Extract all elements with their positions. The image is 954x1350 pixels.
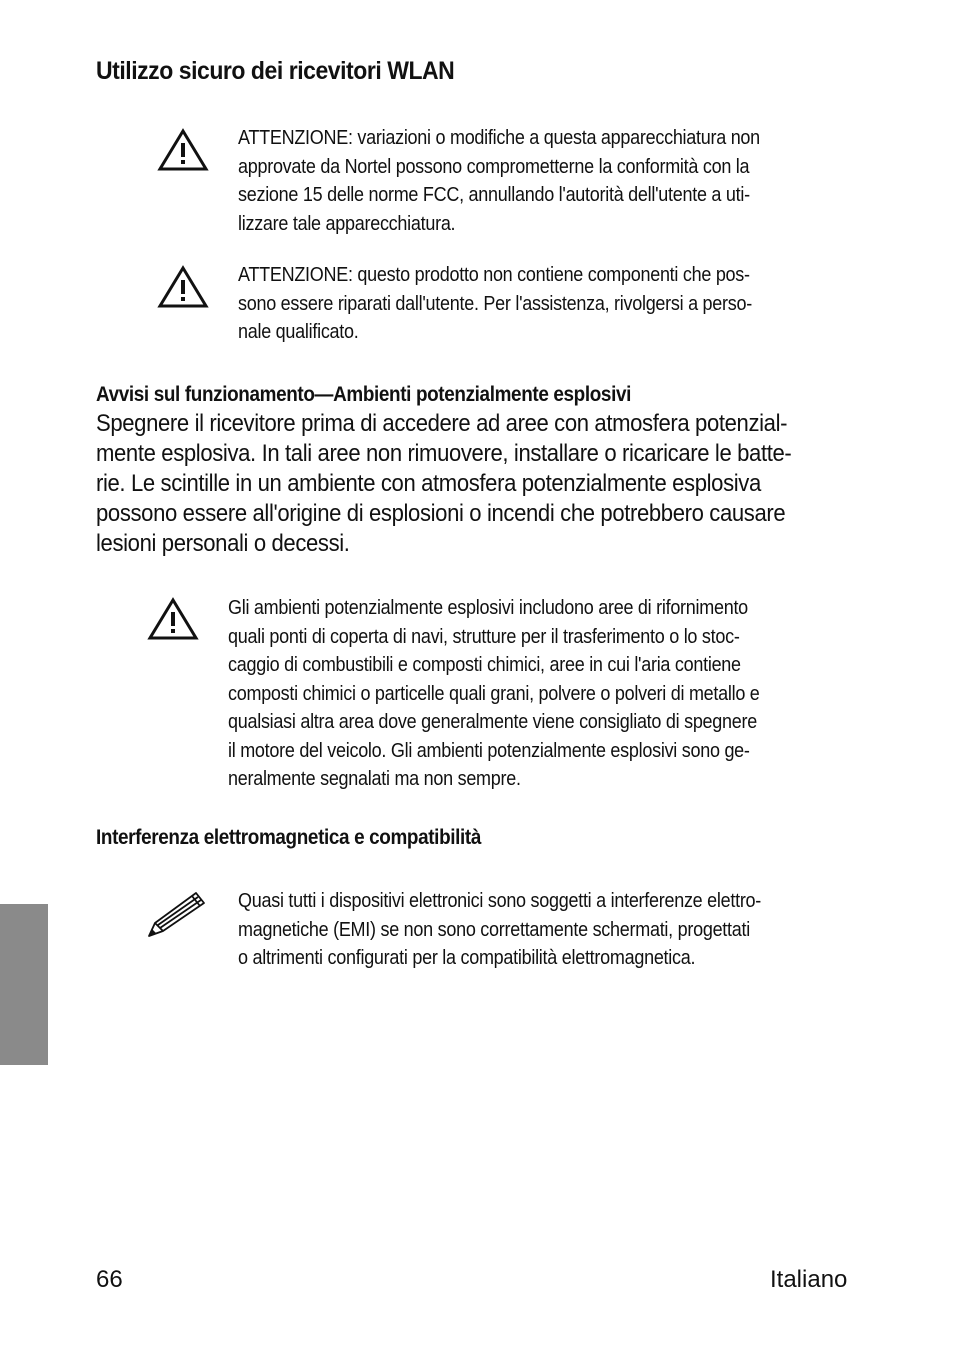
warning-triangle-icon [147, 597, 199, 641]
page-title: Utilizzo sicuro dei ricevitori WLAN [96, 57, 455, 85]
caution-text-1: ATTENZIONE: variazioni o modifiche a questa apparecchiatura non approvate da Nortel possono comprometterne la conformità con la sezione 15 delle norme FCC, annullando l'autorità dell'utente a uti- lizzare tale apparecchiatura. [238, 127, 760, 235]
section-heading-emi: Interferenza elettromagnetica e compatibilità [96, 826, 482, 849]
section-paragraph-explosive: Spegnere il ricevitore prima di accedere ad aree con atmosfera potenzial- mente esplosiva. In tali aree non rimuovere, installare o ricaricare le batte- rie. Le scintille in un ambiente con atmosfera potenzialmente esplosiva possono essere all'origine di esplosioni o incendi che potrebbero causare lesioni personali o decessi. [96, 410, 792, 557]
pencil-icon [146, 887, 208, 939]
side-tab-marker [0, 904, 48, 1065]
caution-text-3: Gli ambienti potenzialmente esplosivi includono aree di rifornimento quali ponti di coperta di navi, strutture per il trasferimento o lo stoc- caggio di combustibili e composti chimici, aree in cui l'aria contiene composti chimici o particelle quali grani, polvere o polveri di metallo e qualsiasi altra area dove generalmente viene consigliato di spegnere il motore del veicolo. Gli ambienti potenzialmente esplosivi sono ge- neralmente segnalati ma non sempre. [228, 597, 760, 790]
warning-triangle-icon [157, 128, 209, 172]
page-number: 66 [96, 1266, 123, 1293]
warning-triangle-icon [157, 265, 209, 309]
note-text-emi: Quasi tutti i dispositivi elettronici sono soggetti a interferenze elettro- magnetiche (EMI) se non sono correttamente schermati, progettati o altrimenti configurati per la compatibilità elettromagnetica. [238, 890, 762, 969]
section-heading-explosive: Avvisi sul funzionamento—Ambienti potenzialmente esplosivi [96, 383, 632, 406]
caution-text-2: ATTENZIONE: questo prodotto non contiene componenti che pos- sono essere riparati dall'utente. Per l'assistenza, rivolgersi a perso- nale qualificato. [238, 264, 752, 343]
footer-language: Italiano [770, 1266, 848, 1293]
